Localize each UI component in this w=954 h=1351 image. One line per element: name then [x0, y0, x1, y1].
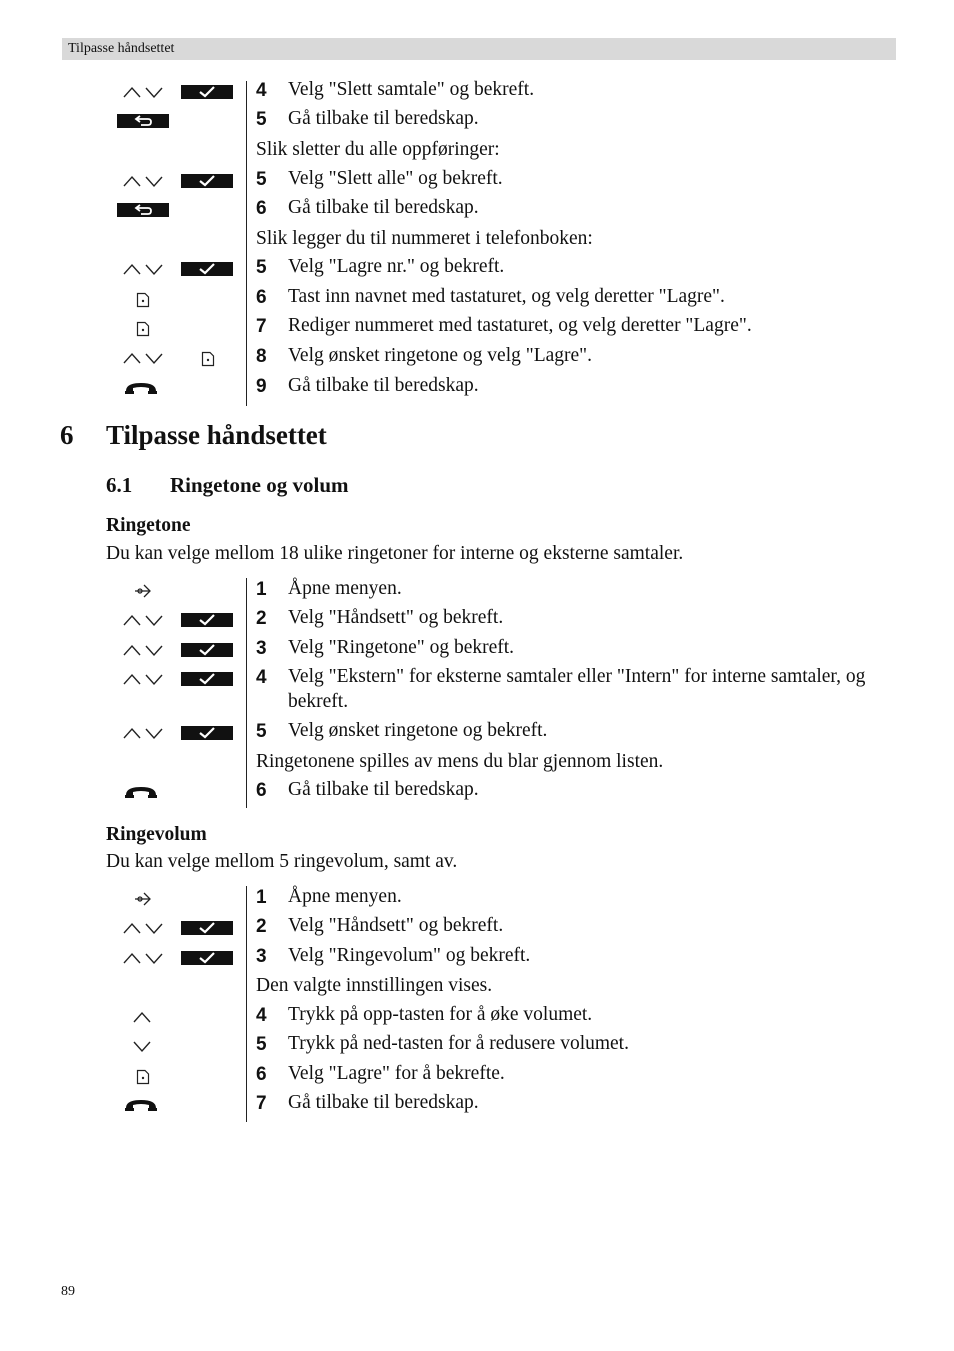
subsection-number: 6.1: [106, 473, 133, 497]
step-number: 7: [256, 316, 267, 337]
step-text: Gå tilbake til beredskap.: [288, 1092, 479, 1113]
ok-softkey-icon: [181, 613, 233, 627]
up-down-arrows-icon: [122, 949, 164, 965]
end-call-icon: [124, 381, 158, 395]
step-note: [0, 748, 954, 778]
step-row: [0, 777, 954, 807]
step-number: 5: [256, 1034, 267, 1055]
step-text: Gå tilbake til beredskap.: [288, 779, 479, 800]
step-row: [0, 373, 954, 403]
step-text: Gå tilbake til beredskap.: [288, 197, 479, 218]
step-row: [0, 1031, 954, 1061]
step-number: 9: [256, 376, 267, 397]
softkey-icon: [136, 292, 150, 308]
up-down-arrows-icon: [122, 670, 164, 686]
end-call-icon: [124, 1098, 158, 1112]
section-title: Tilpasse håndsettet: [106, 420, 327, 450]
step-row: [0, 1061, 954, 1091]
step-row: [0, 576, 954, 606]
step-number: 5: [256, 257, 267, 278]
step-number: 1: [256, 579, 267, 600]
step-number: 2: [256, 916, 267, 937]
step-text: Trykk på opp-tasten for å øke volumet.: [288, 1004, 593, 1025]
step-text: Åpne menyen.: [288, 886, 402, 907]
step-text: Velg "Lagre nr." og bekreft.: [288, 256, 505, 277]
step-number: 5: [256, 109, 267, 130]
section-number: 6: [60, 420, 74, 450]
softkey-icon: [136, 321, 150, 337]
step-text: Velg "Slett samtale" og bekreft.: [288, 79, 535, 100]
step-row: [0, 605, 954, 635]
step-note: [0, 972, 954, 1002]
softkey-icon: [136, 1069, 150, 1085]
softkey-icon: [201, 351, 215, 367]
step-row: [0, 1090, 954, 1120]
subsection-heading: [106, 473, 349, 498]
menu-key-icon: [134, 583, 152, 599]
step-text: Velg "Ringetone" og bekreft.: [288, 637, 515, 658]
ok-softkey-icon: [181, 951, 233, 965]
step-row: [0, 943, 954, 973]
step-row: [0, 1002, 954, 1032]
step-row: [0, 913, 954, 943]
step-number: 4: [256, 80, 267, 101]
up-arrow-icon: [132, 1010, 152, 1024]
ok-softkey-icon: [181, 921, 233, 935]
step-row: [0, 635, 954, 665]
step-text: Velg ønsket ringetone og velg "Lagre".: [288, 345, 593, 366]
ok-softkey-icon: [181, 85, 233, 99]
step-number: 4: [256, 667, 267, 688]
ringevolum-steps-block: [0, 884, 954, 1129]
step-row: [0, 313, 954, 343]
step-number: 1: [256, 887, 267, 908]
step-note: [0, 225, 954, 255]
up-down-arrows-icon: [122, 611, 164, 627]
step-text: Velg "Håndsett" og bekreft.: [288, 915, 504, 936]
step-text: Trykk på ned-tasten for å redusere volumet.: [288, 1033, 629, 1054]
up-down-arrows-icon: [122, 83, 164, 99]
step-text: Velg "Lagre" for å bekrefte.: [288, 1063, 505, 1084]
ok-softkey-icon: [181, 174, 233, 188]
step-text: Åpne menyen.: [288, 578, 402, 599]
step-text: Gå tilbake til beredskap.: [288, 375, 479, 396]
page-number: 89: [61, 1284, 75, 1299]
step-note-text: Den valgte innstillingen vises.: [256, 975, 493, 996]
ok-softkey-icon: [181, 726, 233, 740]
step-note-text: Slik legger du til nummeret i telefonboken:: [256, 228, 593, 249]
up-down-arrows-icon: [122, 260, 164, 276]
step-row: [0, 166, 954, 196]
ok-softkey-icon: [181, 262, 233, 276]
step-text: Velg "Slett alle" og bekreft.: [288, 168, 503, 189]
step-text: Velg "Ringevolum" og bekreft.: [288, 945, 531, 966]
step-row: [0, 343, 954, 373]
ringevolum-heading: Ringevolum: [106, 824, 207, 845]
step-number: 6: [256, 287, 267, 308]
step-row: [0, 284, 954, 314]
step-text: Gå tilbake til beredskap.: [288, 108, 479, 129]
ringevolum-intro: Du kan velge mellom 5 ringevolum, samt av.: [106, 851, 458, 872]
ringetone-heading: Ringetone: [106, 515, 191, 536]
step-row: [0, 884, 954, 914]
step-text: Velg ønsket ringetone og bekreft.: [288, 720, 548, 741]
subsection-title: Ringetone og volum: [170, 473, 349, 497]
step-number: 5: [256, 721, 267, 742]
step-number: 6: [256, 198, 267, 219]
down-arrow-icon: [132, 1039, 152, 1053]
step-number: 4: [256, 1005, 267, 1026]
step-text: Rediger nummeret med tastaturet, og velg deretter "Lagre".: [288, 315, 752, 336]
step-text: Velg "Ekstern" for eksterne samtaler eller "Intern" for interne samtaler, og bekreft.: [288, 666, 866, 712]
back-softkey-icon: [117, 203, 169, 217]
up-down-arrows-icon: [122, 172, 164, 188]
step-number: 7: [256, 1093, 267, 1114]
ringetone-steps-block: [0, 576, 954, 816]
running-header: Tilpasse håndsettet: [62, 38, 896, 60]
step-number: 6: [256, 780, 267, 801]
up-down-arrows-icon: [122, 919, 164, 935]
step-row: [0, 77, 954, 107]
steps-top-block: [0, 77, 954, 407]
up-down-arrows-icon: [122, 349, 164, 365]
step-number: 2: [256, 608, 267, 629]
ok-softkey-icon: [181, 643, 233, 657]
step-number: 6: [256, 1064, 267, 1085]
step-note-text: Ringetonene spilles av mens du blar gjennom listen.: [256, 751, 664, 772]
step-note: [0, 136, 954, 166]
menu-key-icon: [134, 891, 152, 907]
step-row: [0, 718, 954, 748]
step-number: 8: [256, 346, 267, 367]
step-text: Velg "Håndsett" og bekreft.: [288, 607, 504, 628]
step-row: [0, 254, 954, 284]
step-number: 5: [256, 169, 267, 190]
step-row: [0, 106, 954, 136]
step-row: [0, 664, 954, 720]
ok-softkey-icon: [181, 672, 233, 686]
step-number: 3: [256, 946, 267, 967]
step-note-text: Slik sletter du alle oppføringer:: [256, 139, 500, 160]
up-down-arrows-icon: [122, 641, 164, 657]
step-row: [0, 195, 954, 225]
step-text: Tast inn navnet med tastaturet, og velg deretter "Lagre".: [288, 286, 725, 307]
back-softkey-icon: [117, 114, 169, 128]
ringetone-intro: Du kan velge mellom 18 ulike ringetoner for interne og eksterne samtaler.: [106, 543, 684, 564]
up-down-arrows-icon: [122, 724, 164, 740]
step-number: 3: [256, 638, 267, 659]
end-call-icon: [124, 785, 158, 799]
